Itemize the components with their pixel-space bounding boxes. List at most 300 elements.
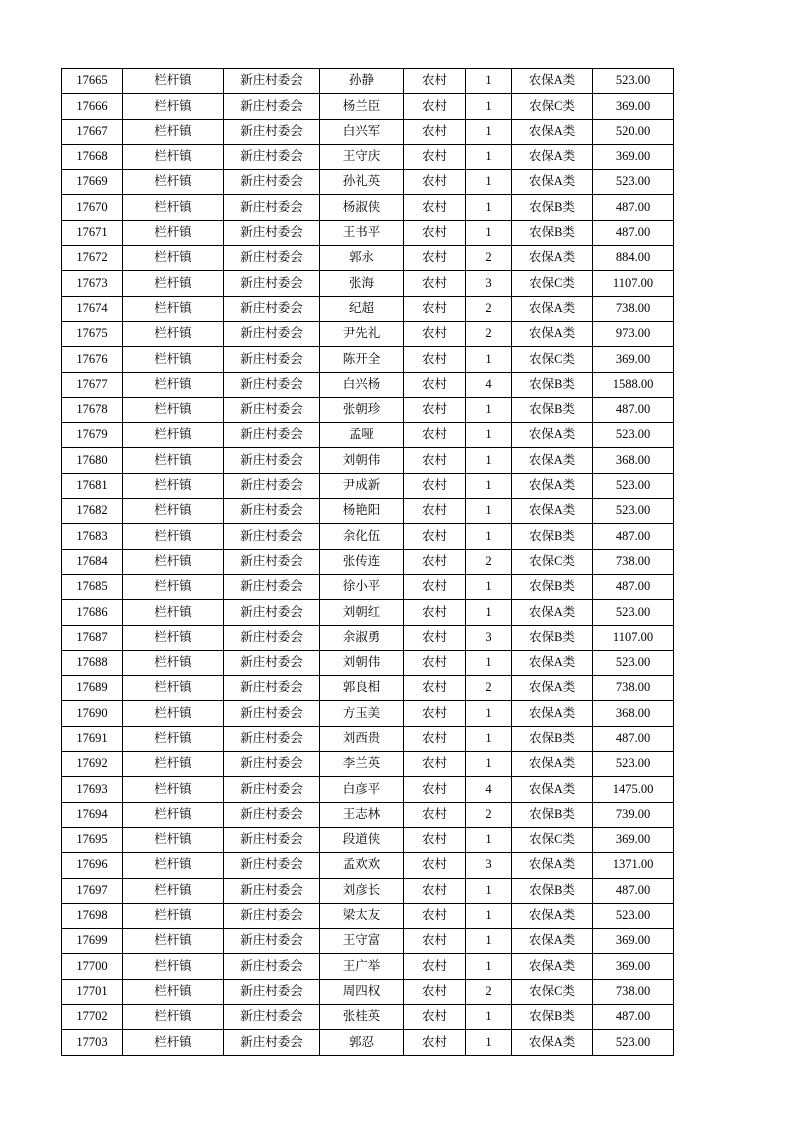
table-cell: 栏杆镇 [123, 625, 224, 650]
table-cell: 369.00 [593, 347, 674, 372]
table-cell: 白兴军 [320, 119, 404, 144]
table-cell: 农保A类 [512, 1030, 593, 1055]
table-cell: 农保B类 [512, 1004, 593, 1029]
table-cell: 栏杆镇 [123, 372, 224, 397]
table-cell: 17697 [62, 878, 123, 903]
table-cell: 17678 [62, 397, 123, 422]
table-cell: 农保A类 [512, 69, 593, 94]
table-cell: 农保A类 [512, 246, 593, 271]
table-cell: 农保B类 [512, 574, 593, 599]
table-cell: 栏杆镇 [123, 69, 224, 94]
table-cell: 周四权 [320, 979, 404, 1004]
table-cell: 1588.00 [593, 372, 674, 397]
table-cell: 农村 [404, 246, 466, 271]
table-cell: 17698 [62, 903, 123, 928]
table-cell: 郭忍 [320, 1030, 404, 1055]
table-cell: 368.00 [593, 701, 674, 726]
table-cell: 新庄村委会 [224, 220, 320, 245]
table-cell: 栏杆镇 [123, 271, 224, 296]
table-cell: 1 [466, 448, 512, 473]
table-row [62, 347, 674, 372]
table-cell: 新庄村委会 [224, 802, 320, 827]
table-cell: 1 [466, 170, 512, 195]
table-cell: 白彦平 [320, 777, 404, 802]
table-cell: 369.00 [593, 954, 674, 979]
table-cell: 栏杆镇 [123, 1004, 224, 1029]
table-cell: 农村 [404, 94, 466, 119]
table-cell: 农保A类 [512, 119, 593, 144]
beneficiary-table [61, 68, 674, 1056]
table-cell: 17670 [62, 195, 123, 220]
table-cell: 17672 [62, 246, 123, 271]
table-cell: 农村 [404, 372, 466, 397]
table-cell: 1 [466, 473, 512, 498]
table-cell: 王志林 [320, 802, 404, 827]
table-cell: 农保B类 [512, 625, 593, 650]
table-cell: 农村 [404, 625, 466, 650]
table-cell: 栏杆镇 [123, 903, 224, 928]
table-cell: 新庄村委会 [224, 499, 320, 524]
table-cell: 刘朝红 [320, 600, 404, 625]
table-cell: 农村 [404, 347, 466, 372]
table-cell: 17681 [62, 473, 123, 498]
table-cell: 农村 [404, 170, 466, 195]
table-cell: 1 [466, 397, 512, 422]
table-cell: 刘西贵 [320, 726, 404, 751]
table-cell: 李兰英 [320, 752, 404, 777]
table-cell: 2 [466, 321, 512, 346]
table-row [62, 574, 674, 599]
table-cell: 农村 [404, 499, 466, 524]
table-cell: 栏杆镇 [123, 94, 224, 119]
table-cell: 17671 [62, 220, 123, 245]
table-cell: 农村 [404, 524, 466, 549]
table-cell: 1 [466, 903, 512, 928]
table-cell: 523.00 [593, 752, 674, 777]
table-cell: 新庄村委会 [224, 372, 320, 397]
table-cell: 徐小平 [320, 574, 404, 599]
table-cell: 农村 [404, 650, 466, 675]
table-cell: 杨淑侠 [320, 195, 404, 220]
table-cell: 3 [466, 853, 512, 878]
table-cell: 农村 [404, 954, 466, 979]
table-row [62, 170, 674, 195]
table-cell: 农村 [404, 321, 466, 346]
table-cell: 刘朝伟 [320, 448, 404, 473]
table-cell: 农村 [404, 726, 466, 751]
table-cell: 梁太友 [320, 903, 404, 928]
table-cell: 尹成新 [320, 473, 404, 498]
table-cell: 农保A类 [512, 448, 593, 473]
table-cell: 栏杆镇 [123, 929, 224, 954]
table-cell: 农保A类 [512, 144, 593, 169]
table-cell: 栏杆镇 [123, 650, 224, 675]
table-row [62, 701, 674, 726]
table-cell: 新庄村委会 [224, 347, 320, 372]
table-cell: 487.00 [593, 220, 674, 245]
table-cell: 农村 [404, 296, 466, 321]
table-cell: 栏杆镇 [123, 144, 224, 169]
table-cell: 17695 [62, 827, 123, 852]
table-cell: 王广举 [320, 954, 404, 979]
table-cell: 栏杆镇 [123, 701, 224, 726]
table-row [62, 144, 674, 169]
table-cell: 农保C类 [512, 827, 593, 852]
table-row [62, 499, 674, 524]
table-cell: 739.00 [593, 802, 674, 827]
table-cell: 新庄村委会 [224, 69, 320, 94]
table-cell: 738.00 [593, 549, 674, 574]
table-cell: 738.00 [593, 676, 674, 701]
table-cell: 栏杆镇 [123, 296, 224, 321]
table-cell: 栏杆镇 [123, 1030, 224, 1055]
table-cell: 新庄村委会 [224, 321, 320, 346]
table-cell: 1 [466, 1030, 512, 1055]
table-cell: 17675 [62, 321, 123, 346]
table-cell: 孟欢欢 [320, 853, 404, 878]
table-cell: 农村 [404, 827, 466, 852]
table-cell: 487.00 [593, 726, 674, 751]
table-row [62, 802, 674, 827]
table-cell: 4 [466, 372, 512, 397]
table-cell: 2 [466, 549, 512, 574]
table-cell: 17666 [62, 94, 123, 119]
table-cell: 栏杆镇 [123, 220, 224, 245]
table-cell: 1 [466, 954, 512, 979]
table-cell: 523.00 [593, 1030, 674, 1055]
table-row [62, 195, 674, 220]
table-cell: 新庄村委会 [224, 827, 320, 852]
table-cell: 17700 [62, 954, 123, 979]
table-cell: 栏杆镇 [123, 473, 224, 498]
table-cell: 新庄村委会 [224, 473, 320, 498]
table-cell: 1 [466, 69, 512, 94]
table-cell: 栏杆镇 [123, 347, 224, 372]
table-cell: 农村 [404, 1030, 466, 1055]
table-cell: 17702 [62, 1004, 123, 1029]
table-cell: 农村 [404, 220, 466, 245]
table-cell: 1 [466, 1004, 512, 1029]
table-cell: 新庄村委会 [224, 1004, 320, 1029]
table-cell: 738.00 [593, 979, 674, 1004]
table-row [62, 878, 674, 903]
table-cell: 栏杆镇 [123, 423, 224, 448]
table-cell: 新庄村委会 [224, 903, 320, 928]
table-cell: 1107.00 [593, 271, 674, 296]
table-cell: 栏杆镇 [123, 321, 224, 346]
table-cell: 新庄村委会 [224, 195, 320, 220]
table-cell: 523.00 [593, 499, 674, 524]
table-cell: 17692 [62, 752, 123, 777]
table-cell: 17691 [62, 726, 123, 751]
table-cell: 农保B类 [512, 195, 593, 220]
table-row [62, 246, 674, 271]
table-row [62, 853, 674, 878]
table-cell: 新庄村委会 [224, 701, 320, 726]
table-cell: 刘朝伟 [320, 650, 404, 675]
table-row [62, 726, 674, 751]
table-cell: 农保B类 [512, 220, 593, 245]
table-cell: 王书平 [320, 220, 404, 245]
table-cell: 2 [466, 979, 512, 1004]
table-cell: 884.00 [593, 246, 674, 271]
table-cell: 17682 [62, 499, 123, 524]
table-cell: 1 [466, 524, 512, 549]
table-cell: 1371.00 [593, 853, 674, 878]
table-cell: 郭永 [320, 246, 404, 271]
table-cell: 17703 [62, 1030, 123, 1055]
table-row [62, 676, 674, 701]
table-cell: 农保A类 [512, 423, 593, 448]
table-cell: 新庄村委会 [224, 752, 320, 777]
table-cell: 白兴杨 [320, 372, 404, 397]
table-row [62, 473, 674, 498]
table-cell: 17674 [62, 296, 123, 321]
table-cell: 1 [466, 347, 512, 372]
table-cell: 新庄村委会 [224, 954, 320, 979]
table-cell: 369.00 [593, 827, 674, 852]
table-cell: 农保B类 [512, 524, 593, 549]
table-cell: 新庄村委会 [224, 423, 320, 448]
table-cell: 农保A类 [512, 701, 593, 726]
table-cell: 农保A类 [512, 777, 593, 802]
table-cell: 栏杆镇 [123, 499, 224, 524]
table-cell: 栏杆镇 [123, 802, 224, 827]
table-cell: 2 [466, 676, 512, 701]
table-cell: 973.00 [593, 321, 674, 346]
table-cell: 523.00 [593, 600, 674, 625]
table-cell: 张朝珍 [320, 397, 404, 422]
table-cell: 3 [466, 271, 512, 296]
table-row [62, 625, 674, 650]
table-cell: 农保C类 [512, 94, 593, 119]
table-cell: 农村 [404, 423, 466, 448]
table-cell: 1 [466, 144, 512, 169]
table-cell: 1 [466, 827, 512, 852]
table-cell: 17680 [62, 448, 123, 473]
table-cell: 栏杆镇 [123, 827, 224, 852]
table-cell: 17684 [62, 549, 123, 574]
table-cell: 523.00 [593, 650, 674, 675]
table-cell: 1 [466, 574, 512, 599]
table-cell: 17693 [62, 777, 123, 802]
table-cell: 新庄村委会 [224, 600, 320, 625]
table-cell: 17668 [62, 144, 123, 169]
table-cell: 农保A类 [512, 296, 593, 321]
table-cell: 农保C类 [512, 347, 593, 372]
table-cell: 农保A类 [512, 929, 593, 954]
table-cell: 杨兰臣 [320, 94, 404, 119]
table-cell: 农保C类 [512, 271, 593, 296]
table-cell: 新庄村委会 [224, 246, 320, 271]
table-row [62, 524, 674, 549]
table-cell: 农村 [404, 903, 466, 928]
table-cell: 农村 [404, 271, 466, 296]
table-cell: 523.00 [593, 473, 674, 498]
table-cell: 新庄村委会 [224, 94, 320, 119]
table-cell: 新庄村委会 [224, 676, 320, 701]
table-cell: 栏杆镇 [123, 979, 224, 1004]
table-cell: 刘彦长 [320, 878, 404, 903]
table-cell: 农村 [404, 69, 466, 94]
table-cell: 17665 [62, 69, 123, 94]
table-cell: 17689 [62, 676, 123, 701]
table-row [62, 954, 674, 979]
table-cell: 新庄村委会 [224, 777, 320, 802]
table-row [62, 1030, 674, 1055]
table-cell: 3 [466, 625, 512, 650]
table-cell: 523.00 [593, 69, 674, 94]
table-cell: 农村 [404, 777, 466, 802]
table-cell: 487.00 [593, 397, 674, 422]
table-cell: 农村 [404, 979, 466, 1004]
table-cell: 孙静 [320, 69, 404, 94]
table-cell: 农村 [404, 853, 466, 878]
table-row [62, 827, 674, 852]
table-cell: 17686 [62, 600, 123, 625]
table-cell: 新庄村委会 [224, 929, 320, 954]
table-cell: 2 [466, 246, 512, 271]
table-cell: 1 [466, 726, 512, 751]
table-cell: 新庄村委会 [224, 397, 320, 422]
table-cell: 王守庆 [320, 144, 404, 169]
table-cell: 农村 [404, 448, 466, 473]
table-cell: 487.00 [593, 574, 674, 599]
table-cell: 1 [466, 929, 512, 954]
table-cell: 4 [466, 777, 512, 802]
table-cell: 368.00 [593, 448, 674, 473]
table-cell: 农村 [404, 574, 466, 599]
table-cell: 杨艳阳 [320, 499, 404, 524]
table-cell: 段道侠 [320, 827, 404, 852]
table-body [62, 69, 674, 1056]
table-cell: 17676 [62, 347, 123, 372]
table-cell: 17699 [62, 929, 123, 954]
table-cell: 487.00 [593, 1004, 674, 1029]
table-cell: 1 [466, 650, 512, 675]
table-cell: 新庄村委会 [224, 726, 320, 751]
table-cell: 农保A类 [512, 650, 593, 675]
table-cell: 农村 [404, 549, 466, 574]
table-row [62, 119, 674, 144]
table-cell: 新庄村委会 [224, 574, 320, 599]
table-cell: 栏杆镇 [123, 574, 224, 599]
table-cell: 17683 [62, 524, 123, 549]
table-cell: 孟哑 [320, 423, 404, 448]
table-row [62, 1004, 674, 1029]
table-cell: 1 [466, 423, 512, 448]
table-row [62, 220, 674, 245]
table-cell: 17687 [62, 625, 123, 650]
table-cell: 17694 [62, 802, 123, 827]
table-cell: 栏杆镇 [123, 600, 224, 625]
table-cell: 农村 [404, 144, 466, 169]
table-row [62, 397, 674, 422]
table-cell: 农保A类 [512, 170, 593, 195]
table-cell: 栏杆镇 [123, 726, 224, 751]
table-cell: 2 [466, 296, 512, 321]
table-cell: 农村 [404, 802, 466, 827]
table-row [62, 321, 674, 346]
table-cell: 369.00 [593, 94, 674, 119]
table-cell: 农保A类 [512, 600, 593, 625]
table-cell: 栏杆镇 [123, 777, 224, 802]
table-cell: 栏杆镇 [123, 448, 224, 473]
table-cell: 栏杆镇 [123, 246, 224, 271]
table-cell: 农保A类 [512, 853, 593, 878]
table-cell: 新庄村委会 [224, 650, 320, 675]
table-cell: 栏杆镇 [123, 752, 224, 777]
table-cell: 农村 [404, 752, 466, 777]
table-row [62, 752, 674, 777]
table-row [62, 600, 674, 625]
table-cell: 新庄村委会 [224, 119, 320, 144]
table-cell: 栏杆镇 [123, 954, 224, 979]
table-cell: 369.00 [593, 144, 674, 169]
table-cell: 农村 [404, 119, 466, 144]
table-cell: 农保C类 [512, 549, 593, 574]
table-row [62, 979, 674, 1004]
table-cell: 新庄村委会 [224, 853, 320, 878]
table-cell: 1 [466, 701, 512, 726]
table-row [62, 549, 674, 574]
table-cell: 农村 [404, 878, 466, 903]
table-cell: 17701 [62, 979, 123, 1004]
table-cell: 农保A类 [512, 499, 593, 524]
table-cell: 栏杆镇 [123, 195, 224, 220]
table-cell: 农保B类 [512, 372, 593, 397]
table-cell: 新庄村委会 [224, 979, 320, 1004]
table-row [62, 903, 674, 928]
table-cell: 1475.00 [593, 777, 674, 802]
table-cell: 523.00 [593, 903, 674, 928]
table-cell: 新庄村委会 [224, 170, 320, 195]
table-cell: 余淑勇 [320, 625, 404, 650]
table-cell: 农保C类 [512, 979, 593, 1004]
table-cell: 农保B类 [512, 878, 593, 903]
table-cell: 农保B类 [512, 397, 593, 422]
table-cell: 张海 [320, 271, 404, 296]
table-cell: 农保A类 [512, 321, 593, 346]
table-row [62, 929, 674, 954]
table-cell: 1107.00 [593, 625, 674, 650]
table-cell: 农保A类 [512, 473, 593, 498]
table-cell: 487.00 [593, 524, 674, 549]
table-cell: 栏杆镇 [123, 853, 224, 878]
table-row [62, 94, 674, 119]
table-cell: 487.00 [593, 195, 674, 220]
table-cell: 农保B类 [512, 802, 593, 827]
table-cell: 农村 [404, 397, 466, 422]
table-cell: 1 [466, 195, 512, 220]
table-cell: 487.00 [593, 878, 674, 903]
table-cell: 1 [466, 119, 512, 144]
table-cell: 新庄村委会 [224, 271, 320, 296]
table-cell: 余化伍 [320, 524, 404, 549]
table-cell: 方玉美 [320, 701, 404, 726]
table-cell: 1 [466, 878, 512, 903]
table-row [62, 650, 674, 675]
table-row [62, 69, 674, 94]
table-cell: 新庄村委会 [224, 549, 320, 574]
table-cell: 738.00 [593, 296, 674, 321]
table-row [62, 777, 674, 802]
table-cell: 17673 [62, 271, 123, 296]
table-cell: 1 [466, 94, 512, 119]
table-cell: 1 [466, 752, 512, 777]
table-cell: 新庄村委会 [224, 144, 320, 169]
table-cell: 栏杆镇 [123, 878, 224, 903]
